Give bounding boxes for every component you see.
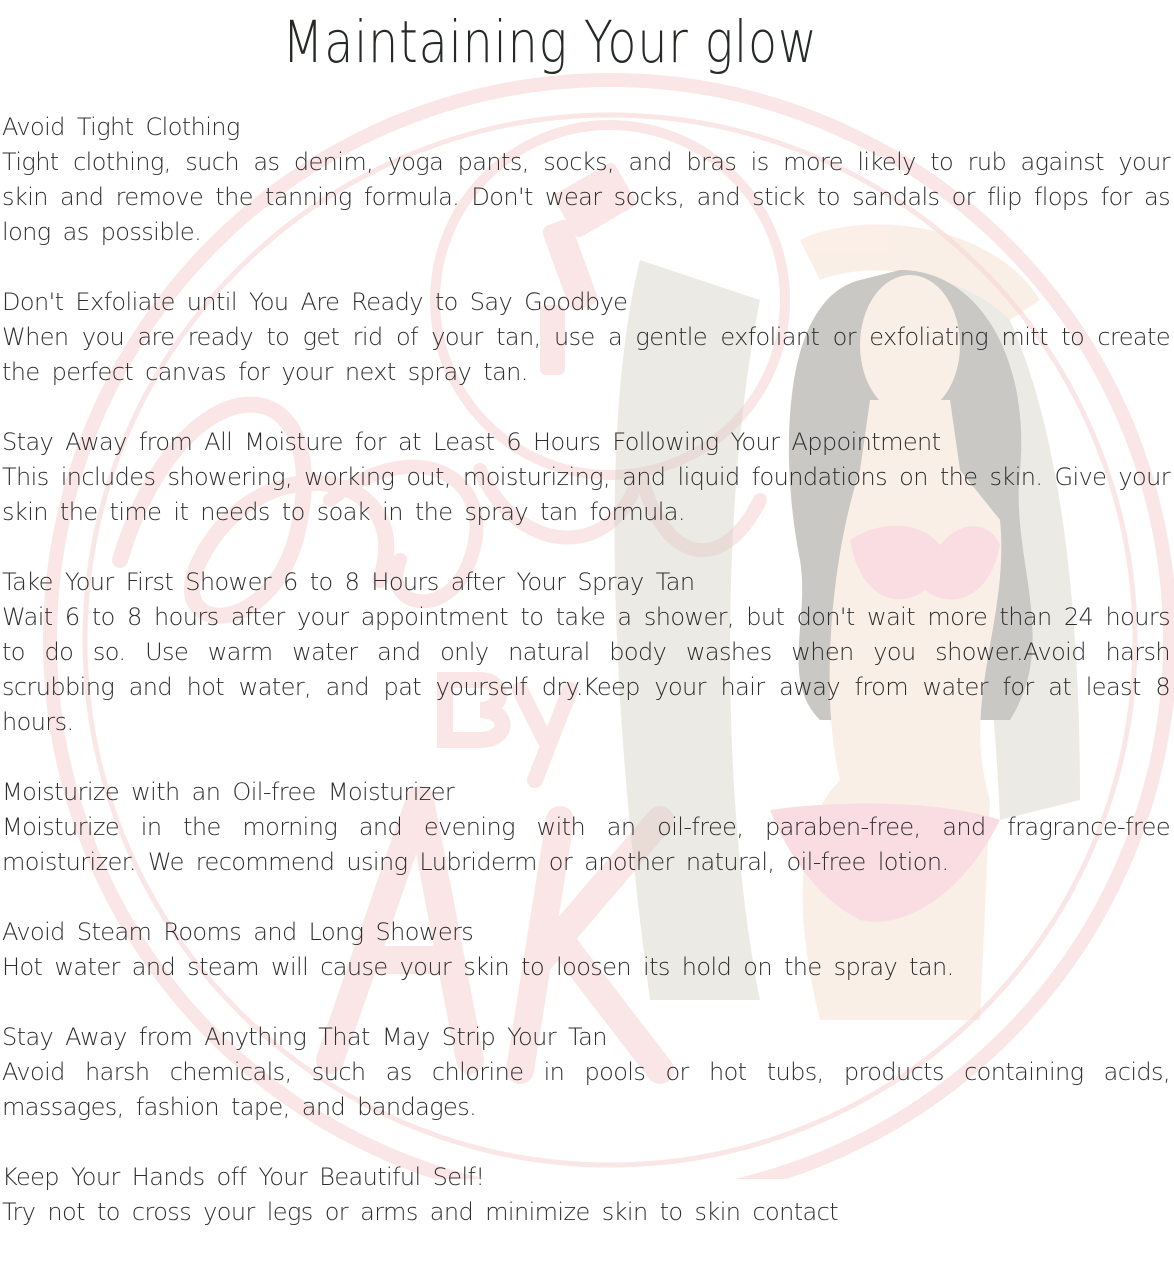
section-avoid-tight-clothing [2, 110, 1170, 250]
care-instructions [2, 110, 1170, 1265]
section-body: Tight clothing, such as denim, yoga pants, socks, and bras is more likely to rub against your skin and remove the tanning formula. Don't wear socks, and stick to sandals or flip flops for as long as possible. [2, 148, 1170, 246]
section-heading: Avoid Steam Rooms and Long Showers [2, 918, 474, 946]
section-heading: Stay Away from Anything That May Strip Your Tan [2, 1023, 607, 1051]
section-body: Moisturize in the morning and evening with an oil-free, paraben-free, and fragrance-free moisturizer. We recommend using Lubriderm or another natural, oil-free lotion. [2, 813, 1170, 876]
section-body: When you are ready to get rid of your tan, use a gentle exfoliant or exfoliating mitt to create the perfect canvas for your next spray tan. [2, 323, 1170, 386]
section-moisturize [2, 775, 1170, 880]
section-body: This includes showering, working out, moisturizing, and liquid foundations on the skin. Give your skin the time it needs to soak in the spray tan formula. [2, 463, 1170, 526]
section-body: Avoid harsh chemicals, such as chlorine in pools or hot tubs, products containing acids, massages, fashion tape, and bandages. [2, 1058, 1170, 1121]
page-title: Maintaining Your glow [282, 8, 818, 76]
section-avoid-steam-rooms [2, 915, 1170, 985]
section-body: Wait 6 to 8 hours after your appointment to take a shower, but don't wait more than 24 hours to do so. Use warm water and only natural body washes when you shower.Avoid harsh scrubbing and hot water, and pat yourself dry.Keep your hair away from water for at least 8 hours. [2, 603, 1170, 736]
section-heading: Moisturize with an Oil-free Moisturizer [2, 778, 455, 806]
section-heading: Take Your First Shower 6 to 8 Hours after Your Spray Tan [2, 568, 695, 596]
section-heading: Stay Away from All Moisture for at Least 6 Hours Following Your Appointment [2, 428, 941, 456]
section-strip-your-tan [2, 1020, 1170, 1125]
section-body: Hot water and steam will cause your skin to loosen its hold on the spray tan. [2, 953, 954, 981]
section-hands-off [2, 1160, 1170, 1230]
section-body: Try not to cross your legs or arms and minimize skin to skin contact [2, 1198, 839, 1226]
section-heading: Avoid Tight Clothing [2, 113, 240, 141]
section-dont-exfoliate [2, 285, 1170, 390]
section-stay-away-from-moisture [2, 425, 1170, 530]
section-heading: Don't Exfoliate until You Are Ready to Say Goodbye [2, 288, 628, 316]
section-heading: Keep Your Hands off Your Beautiful Self! [2, 1163, 485, 1191]
section-first-shower [2, 565, 1170, 740]
